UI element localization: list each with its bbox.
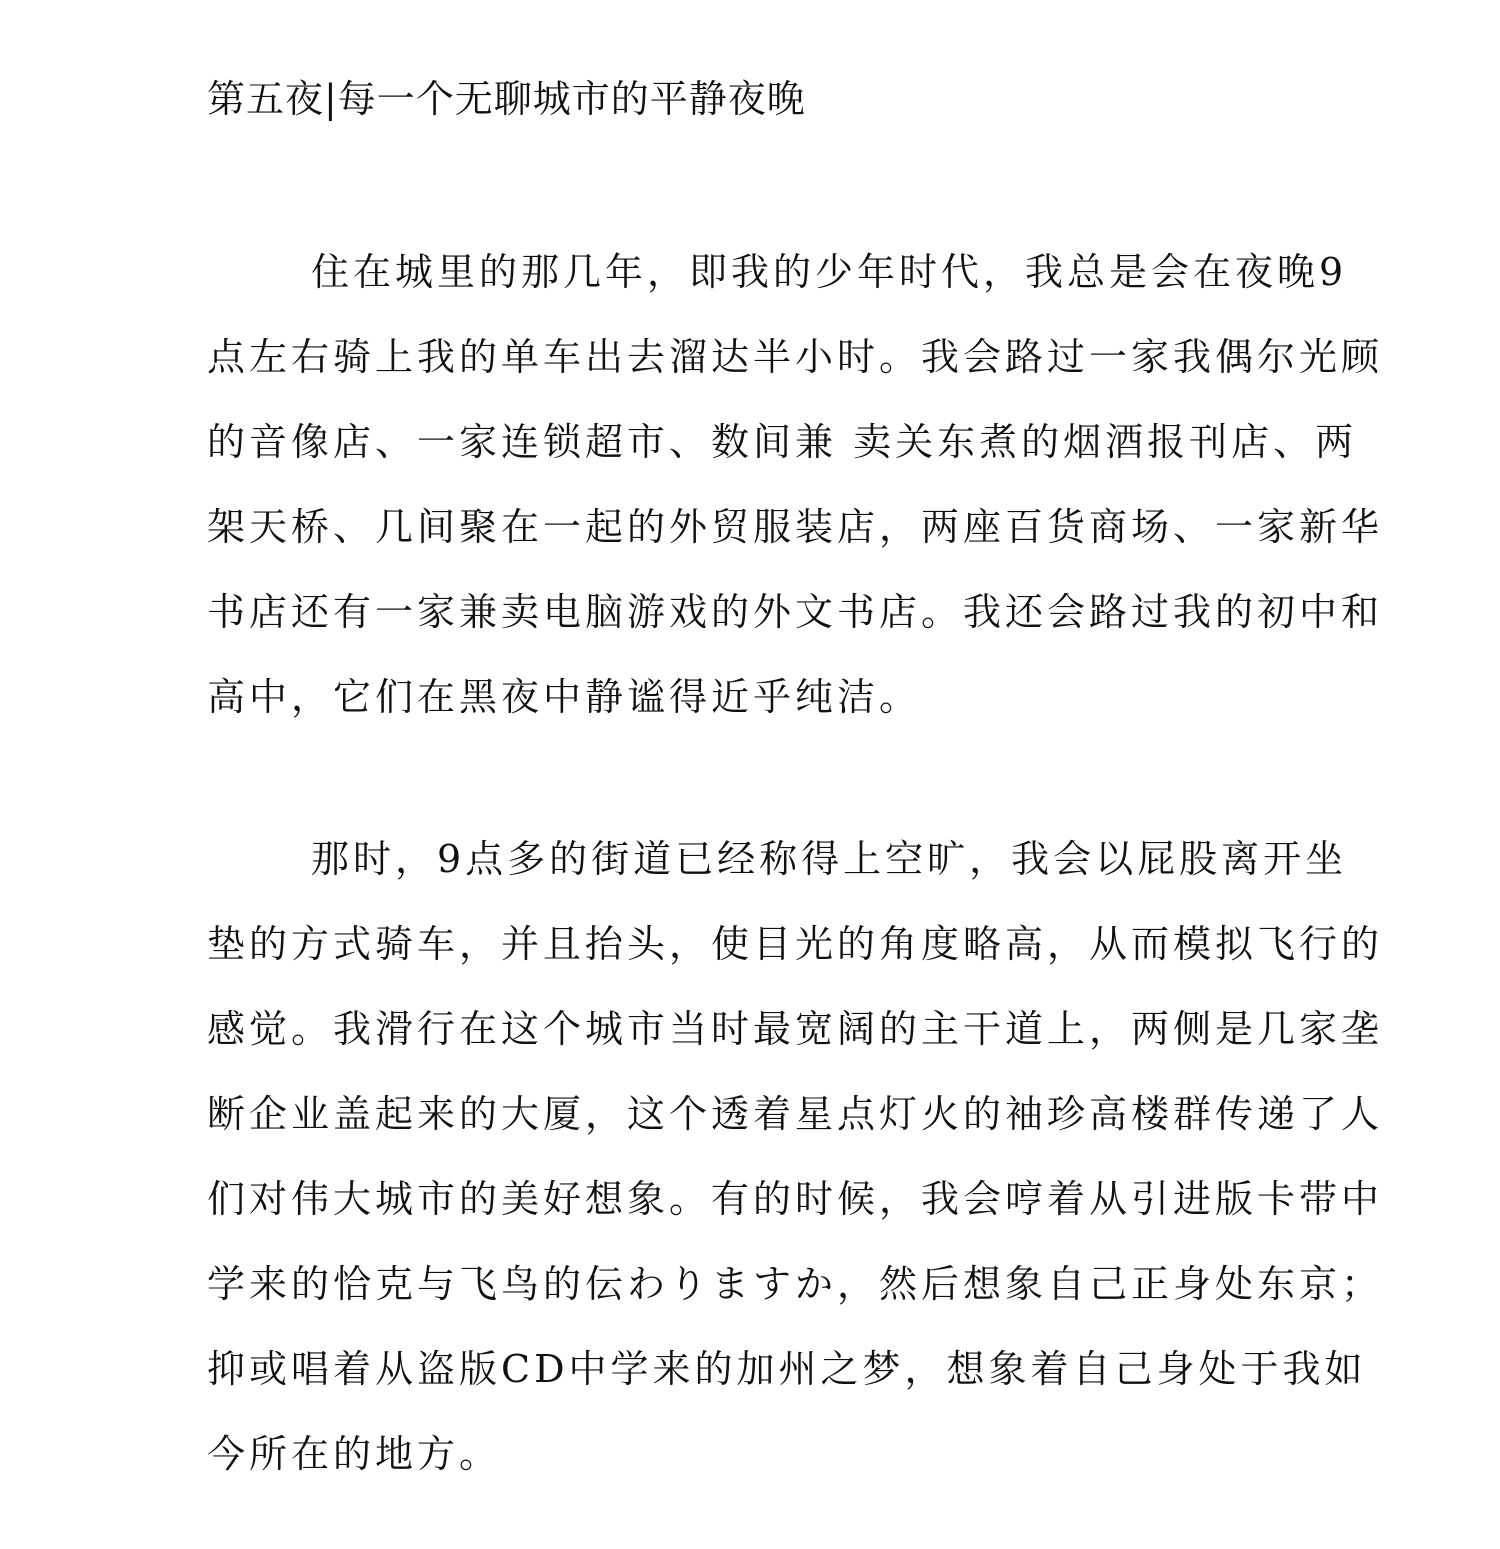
paragraph-line: 们对伟大城市的美好想象。有的时候，我会哼着从引进版卡带中 [207,1177,1384,1221]
paragraph-1 [207,245,1383,755]
paragraph-line: 点左右骑上我的单车出去溜达半小时。我会路过一家我偶尔光顾 [207,335,1384,379]
paragraph-line: 的音像店、一家连锁超市、数间兼 卖关东煮的烟酒报刊店、两 [207,420,1358,464]
paragraph-line: 断企业盖起来的大厦，这个透着星点灯火的袖珍高楼群传递了人 [207,1092,1384,1136]
paragraph-line: 感觉。我滑行在这个城市当时最宽阔的主干道上，两侧是几家垄 [207,1007,1384,1051]
paragraph-line: 那时，9点多的街道已经称得上空旷，我会以屁股离开坐 [311,837,1348,881]
page-title: 第五夜|每一个无聊城市的平静夜晚 [207,77,806,121]
paragraph-line: 垫的方式骑车，并且抬头，使目光的角度略高，从而模拟飞行的 [207,922,1384,966]
paragraph-line: 今所在的地方。 [207,1432,502,1476]
paragraph-line: 住在城里的那几年，即我的少年时代，我总是会在夜晚9 [311,250,1348,294]
paragraph-line: 高中，它们在黑夜中静谧得近乎纯洁。 [207,675,922,719]
paragraph-line: 学来的恰克与飞鸟的伝わりますか，然后想象自己正身处东京； [207,1262,1384,1306]
paragraph-line: 抑或唱着从盗版CD中学来的加州之梦，想象着自己身处于我如 [207,1347,1367,1391]
paragraph-line: 书店还有一家兼卖电脑游戏的外文书店。我还会路过我的初中和 [207,590,1384,634]
paragraph-line: 架天桥、几间聚在一起的外贸服装店，两座百货商场、一家新华 [207,505,1384,549]
paragraph-2 [207,832,1383,1512]
